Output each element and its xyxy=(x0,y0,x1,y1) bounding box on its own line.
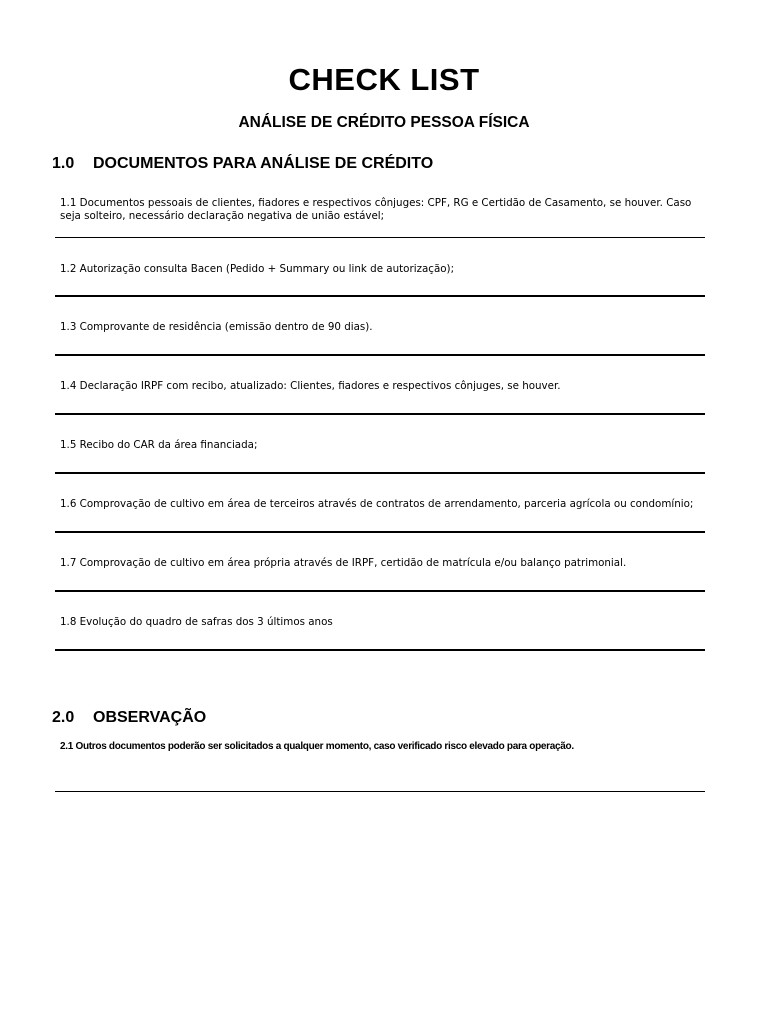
observation-note: 2.1 Outros documentos poderão ser solicitados a qualquer momento, caso verificado risco elevado para operação. xyxy=(60,741,574,752)
checklist-item: 1.4 Declaração IRPF com recibo, atualizado: Clientes, fiadores e respectivos cônjuges, se houver. xyxy=(60,380,561,392)
checklist-item: 1.5 Recibo do CAR da área financiada; xyxy=(60,439,258,451)
checklist-item: 1.7 Comprovação de cultivo em área própria através de IRPF, certidão de matrícula e/ou balanço patrimonial. xyxy=(60,557,627,569)
answer-line xyxy=(55,295,705,297)
answer-line xyxy=(55,791,705,792)
checklist-item: 1.6 Comprovação de cultivo em área de terceiros através de contratos de arrendamento, parceria agrícola ou condomínio; xyxy=(60,498,694,510)
answer-line xyxy=(55,472,705,474)
document-subtitle: ANÁLISE DE CRÉDITO PESSOA FÍSICA xyxy=(238,114,530,131)
answer-line xyxy=(55,531,705,533)
checklist-item: 1.8 Evolução do quadro de safras dos 3 últimos anos xyxy=(60,616,333,628)
checklist-item: 1.1 Documentos pessoais de clientes, fiadores e respectivos cônjuges: CPF, RG e Certidão de Casamento, se houver. Caso seja solteiro, necessário declaração negativa de união estável; xyxy=(60,197,692,222)
document-title: CHECK LIST xyxy=(288,62,480,97)
answer-line xyxy=(55,413,705,415)
checklist-item: 1.3 Comprovante de residência (emissão dentro de 90 dias). xyxy=(60,321,373,333)
section-title: DOCUMENTOS PARA ANÁLISE DE CRÉDITO xyxy=(93,155,434,172)
section-number: 2.0 xyxy=(52,709,75,726)
answer-line xyxy=(55,649,705,651)
answer-line xyxy=(55,354,705,356)
section-heading xyxy=(52,708,206,728)
answer-line xyxy=(55,590,705,592)
answer-line xyxy=(55,237,705,238)
section-number: 1.0 xyxy=(52,155,75,172)
checklist-item: 1.2 Autorização consulta Bacen (Pedido + Summary ou link de autorização); xyxy=(60,263,455,275)
section-title: OBSERVAÇÃO xyxy=(93,709,207,726)
section-heading xyxy=(52,154,433,174)
